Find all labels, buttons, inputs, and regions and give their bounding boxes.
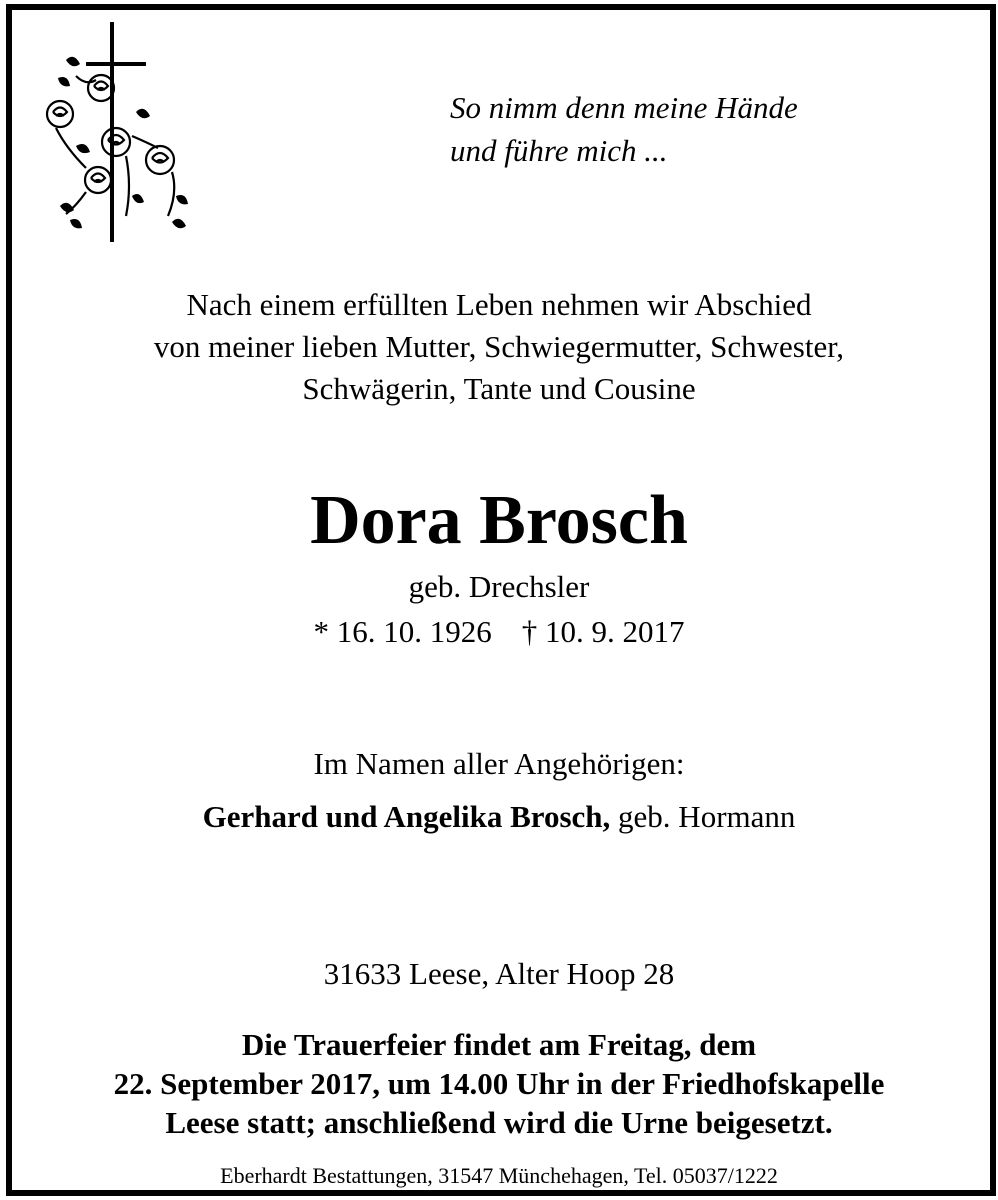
family-address: 31633 Leese, Alter Hoop 28	[323, 956, 675, 991]
life-dates	[0, 612, 998, 652]
service-line-1: Die Trauerfeier findet am Freitag, dem	[241, 1027, 757, 1062]
on-behalf-line: Im Namen aller Angehörigen:	[313, 746, 685, 781]
motto-verse	[450, 86, 798, 172]
funeral-home-info: Eberhardt Bestattungen, 31547 Münchehagen, Tel. 05037/1222	[212, 1163, 786, 1188]
mourner-maiden-name: geb. Hormann	[618, 799, 796, 834]
intro-line-3: Schwägerin, Tante und Cousine	[302, 371, 696, 406]
death-date: † 10. 9. 2017	[521, 614, 685, 649]
cross-with-roses-icon	[36, 16, 196, 246]
intro-text	[0, 284, 998, 410]
deceased-name: Dora Brosch	[310, 482, 688, 559]
deceased-maiden-name: geb. Drechsler	[408, 569, 590, 604]
service-line-3: Leese statt; anschließend wird die Urne beigesetzt.	[165, 1105, 833, 1140]
motto-line-1: So nimm denn meine Hände	[450, 90, 798, 125]
service-line-2: 22. September 2017, um 14.00 Uhr in der Friedhofskapelle	[113, 1066, 885, 1101]
birth-date: * 16. 10. 1926	[313, 614, 492, 649]
intro-line-1: Nach einem erfüllten Leben nehmen wir Abschied	[186, 287, 812, 322]
mourner-names: Gerhard und Angelika Brosch,	[202, 799, 611, 834]
intro-line-2: von meiner lieben Mutter, Schwiegermutter, Schwester,	[153, 329, 845, 364]
service-announcement	[0, 1025, 998, 1142]
footer	[0, 1161, 998, 1191]
mourners-line	[0, 796, 998, 838]
motto-line-2: und führe mich ...	[450, 133, 668, 168]
